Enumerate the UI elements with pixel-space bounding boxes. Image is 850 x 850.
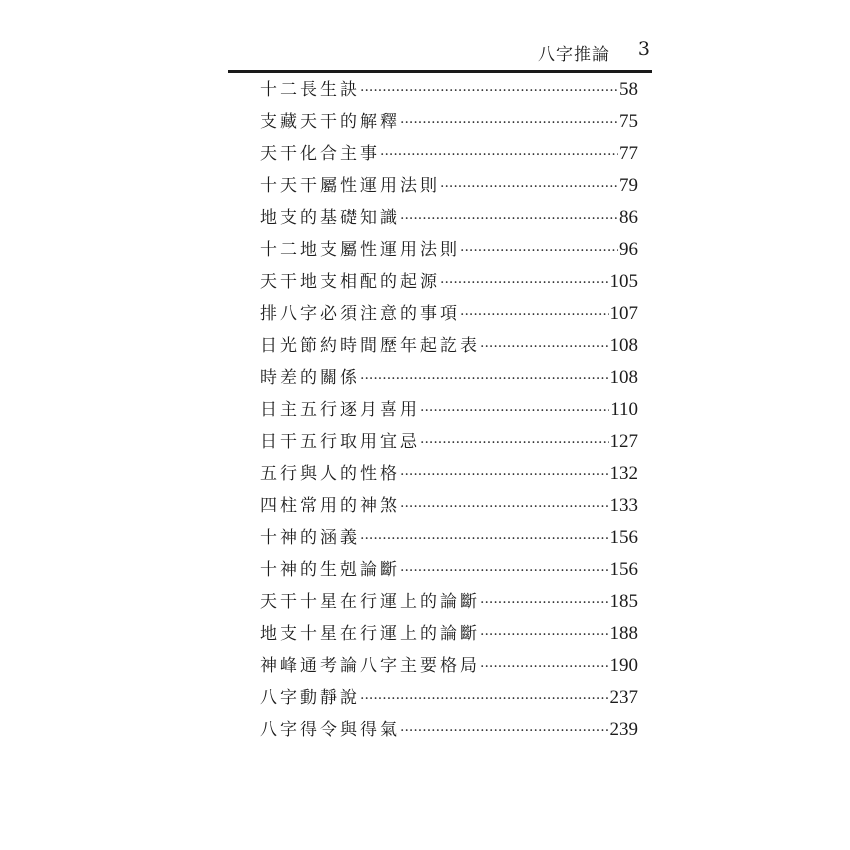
toc-entry xyxy=(260,682,638,714)
toc-entry-page: 79 xyxy=(619,175,638,196)
table-of-contents xyxy=(260,74,638,746)
toc-entry-title: 天干十星在行運上的論斷 xyxy=(260,592,480,612)
toc-entry-title: 十天干屬性運用法則 xyxy=(260,176,440,196)
toc-entry xyxy=(260,266,638,298)
toc-entry-title: 十神的生剋論斷 xyxy=(260,560,400,580)
toc-entry-page: 188 xyxy=(609,623,638,644)
toc-entry-title: 十二地支屬性運用法則 xyxy=(260,240,460,260)
toc-entry-page: 77 xyxy=(619,143,638,164)
toc-entry xyxy=(260,202,638,234)
toc-entry xyxy=(260,106,638,138)
toc-dot-leader xyxy=(440,267,609,299)
toc-entry-page: 127 xyxy=(609,431,638,452)
toc-entry-title: 八字得令與得氣 xyxy=(260,720,400,740)
toc-entry-page: 58 xyxy=(619,79,638,100)
toc-dot-leader xyxy=(460,235,618,267)
toc-entry-title: 五行與人的性格 xyxy=(260,464,400,484)
toc-entry-page: 108 xyxy=(609,335,638,356)
toc-entry-title: 排八字必須注意的事項 xyxy=(260,304,460,324)
toc-entry xyxy=(260,714,638,746)
toc-entry xyxy=(260,618,638,650)
toc-dot-leader xyxy=(480,587,609,619)
toc-entry-page: 86 xyxy=(619,207,638,228)
toc-entry-page: 156 xyxy=(609,527,638,548)
toc-entry xyxy=(260,362,638,394)
toc-dot-leader xyxy=(480,331,609,363)
toc-dot-leader xyxy=(400,107,618,139)
toc-entry-title: 日主五行逐月喜用 xyxy=(260,400,420,420)
toc-entry xyxy=(260,298,638,330)
toc-entry-title: 十神的涵義 xyxy=(260,528,360,548)
toc-dot-leader xyxy=(480,619,609,651)
toc-entry-page: 185 xyxy=(609,591,638,612)
toc-entry-title: 天干化合主事 xyxy=(260,144,380,164)
toc-entry xyxy=(260,74,638,106)
toc-entry xyxy=(260,138,638,170)
toc-entry xyxy=(260,234,638,266)
toc-entry-title: 支藏天干的解釋 xyxy=(260,112,400,132)
toc-entry-title: 天干地支相配的起源 xyxy=(260,272,440,292)
toc-dot-leader xyxy=(400,459,609,491)
toc-entry-title: 地支十星在行運上的論斷 xyxy=(260,624,480,644)
toc-dot-leader xyxy=(460,299,609,331)
toc-entry xyxy=(260,330,638,362)
toc-entry-page: 239 xyxy=(609,719,638,740)
page-number: 3 xyxy=(637,38,650,60)
toc-dot-leader xyxy=(420,427,609,459)
toc-entry-title: 十二長生訣 xyxy=(260,80,360,100)
toc-entry-title: 時差的關係 xyxy=(260,368,360,388)
toc-entry-page: 110 xyxy=(610,399,638,420)
toc-entry-title: 八字動靜說 xyxy=(260,688,360,708)
running-header xyxy=(228,40,652,64)
toc-entry-title: 地支的基礎知識 xyxy=(260,208,400,228)
toc-entry-page: 105 xyxy=(609,271,638,292)
toc-dot-leader xyxy=(400,555,609,587)
toc-entry-title: 四柱常用的神煞 xyxy=(260,496,400,516)
toc-entry-page: 132 xyxy=(609,463,638,484)
toc-entry-page: 190 xyxy=(609,655,638,676)
toc-entry xyxy=(260,426,638,458)
toc-dot-leader xyxy=(400,491,609,523)
toc-dot-leader xyxy=(400,203,618,235)
toc-entry xyxy=(260,394,638,426)
toc-dot-leader xyxy=(360,523,609,555)
toc-dot-leader xyxy=(360,363,609,395)
toc-entry xyxy=(260,522,638,554)
toc-dot-leader xyxy=(360,683,609,715)
toc-entry-page: 75 xyxy=(619,111,638,132)
toc-dot-leader xyxy=(480,651,609,683)
toc-entry-page: 133 xyxy=(609,495,638,516)
toc-entry-page: 96 xyxy=(619,239,638,260)
toc-dot-leader xyxy=(400,715,609,747)
toc-entry-page: 108 xyxy=(609,367,638,388)
running-header-title: 八字推論 xyxy=(538,45,610,65)
toc-dot-leader xyxy=(380,139,618,171)
header-rule xyxy=(228,70,652,73)
toc-entry-page: 107 xyxy=(609,303,638,324)
toc-entry-page: 237 xyxy=(609,687,638,708)
toc-entry xyxy=(260,554,638,586)
toc-entry-page: 156 xyxy=(609,559,638,580)
toc-entry-title: 日干五行取用宜忌 xyxy=(260,432,420,452)
toc-dot-leader xyxy=(440,171,618,203)
toc-entry xyxy=(260,650,638,682)
toc-entry xyxy=(260,458,638,490)
toc-entry-title: 神峰通考論八字主要格局 xyxy=(260,656,480,676)
toc-entry-title: 日光節約時間歷年起訖表 xyxy=(260,336,480,356)
toc-dot-leader xyxy=(360,75,618,107)
toc-dot-leader xyxy=(420,395,609,427)
toc-entry xyxy=(260,170,638,202)
toc-entry xyxy=(260,586,638,618)
toc-entry xyxy=(260,490,638,522)
